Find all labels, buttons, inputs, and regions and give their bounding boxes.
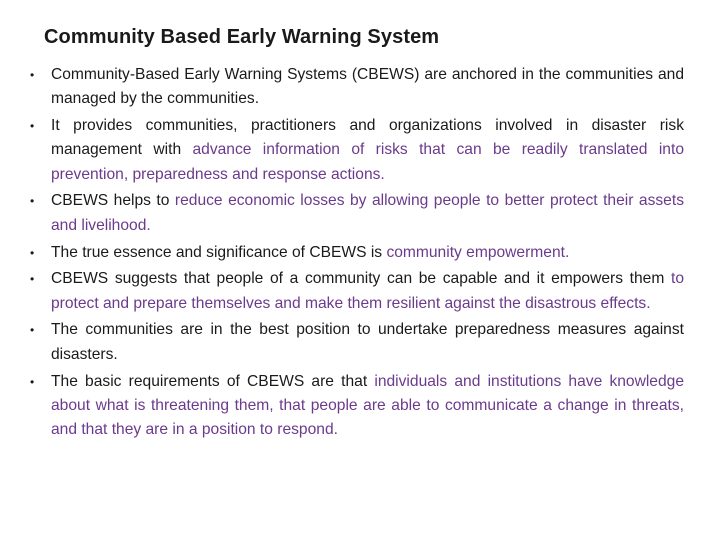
bullet-item — [30, 267, 684, 316]
bullet-dot-icon: • — [30, 323, 35, 338]
bullet-list — [30, 63, 684, 445]
bullet-text: The basic requirements of CBEWS are that — [51, 372, 375, 390]
bullet-text: The communities are in the best position to undertake preparedness measures against disasters. — [51, 321, 684, 363]
bullet-dot-icon: • — [30, 68, 35, 82]
slide-title: Community Based Early Warning System — [44, 26, 440, 48]
bullet-text: CBEWS suggests that people of a community can be capable and it empowers them — [51, 270, 671, 288]
bullet-dot-icon: • — [30, 272, 35, 287]
bullet-item — [30, 114, 684, 187]
bullet-item — [30, 318, 684, 367]
bullet-text: It provides communities, practitioners and organizations involved in disaster risk management with — [51, 117, 684, 159]
bullet-highlight-text: advance information of risks that can be readily translated into prevention, preparedness and response actions. — [51, 141, 684, 183]
bullet-highlight-text: to protect and prepare themselves and make them resilient against the disastrous effects. — [51, 270, 684, 312]
bullet-item — [30, 370, 684, 443]
bullet-item — [30, 241, 684, 265]
bullet-item — [30, 63, 684, 112]
bullet-highlight-text: reduce economic losses by allowing people to better protect their assets and livelihood. — [51, 192, 684, 234]
bullet-item — [30, 189, 684, 238]
bullet-text: The true essence and significance of CBEWS is — [51, 243, 387, 261]
bullet-text: CBEWS helps to — [51, 192, 175, 210]
bullet-highlight-text: community empowerment. — [386, 243, 570, 261]
bullet-dot-icon: • — [30, 194, 35, 209]
bullet-highlight-text: individuals and institutions have knowledge about what is threatening them, that people are able to communicate a change in threats, and that they are in a position to respond. — [51, 372, 684, 439]
bullet-dot-icon: • — [30, 374, 35, 389]
bullet-dot-icon: • — [30, 119, 35, 134]
bullet-text: Community-Based Early Warning Systems (CBEWS) are anchored in the communities and managed by the communities. — [51, 66, 684, 108]
bullet-dot-icon: • — [30, 245, 35, 260]
